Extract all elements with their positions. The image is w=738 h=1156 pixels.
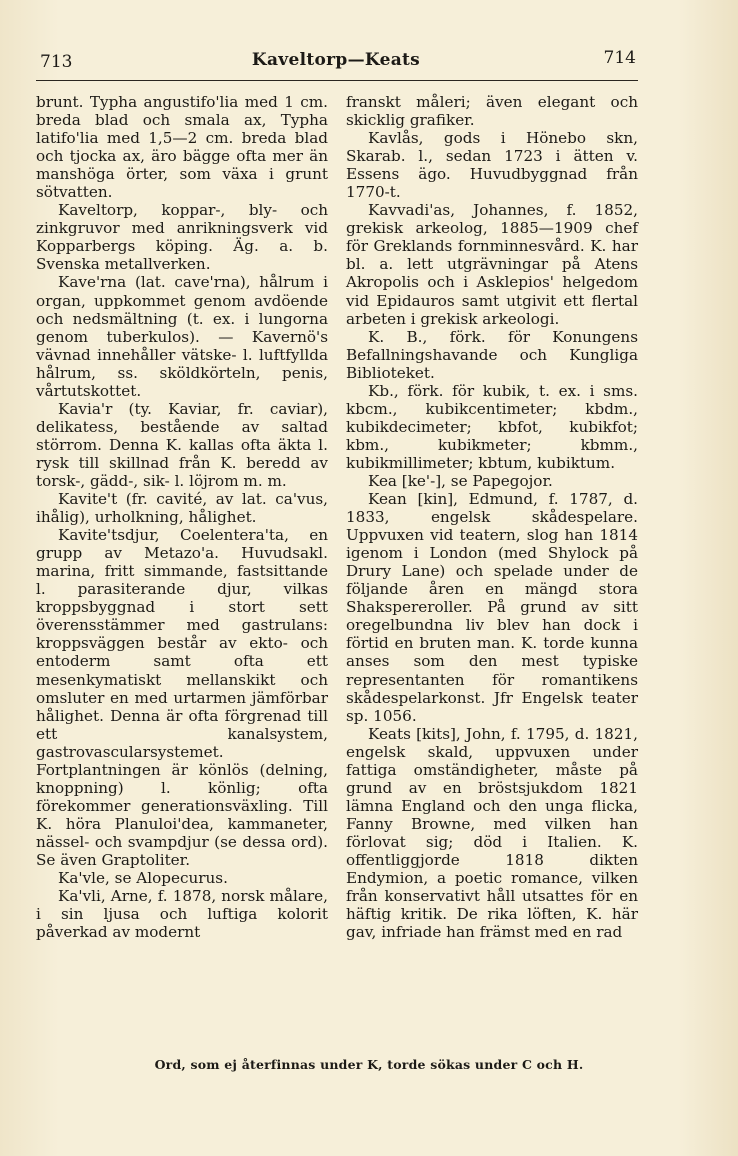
- entry-paragraph: Kean [kin], Edmund, f. 1787, d. 1833, engelsk skådespelare. Uppvuxen vid teatern, slog han 1814 igenom i London (med Shylock på Drury Lane) och spelade under de följande åren en mängd stora Shakspereroller. På grund av sitt oregelbundna liv blev han dock i förtid en bruten man. K. torde kunna anses som den mest typiske representanten för romantikens skådespelarkonst. Jfr Engelsk teater sp. 1056.: [346, 490, 638, 725]
- page-number-left: 713: [40, 52, 73, 72]
- entry-paragraph: Kavite'tsdjur, Coelentera'ta, en grupp av Metazo'a. Huvudsakl. marina, fritt simmande, fastsittande l. parasiterande djur, vilkas kroppsbyggnad i stort sett överensstämmer med gastrulans: kroppsväggen består av ekto- och entoderm samt ofta ett mesenkymatiskt mellanskikt och omsluter en med urtarmen jämförbar hålighet. Denna är ofta förgrenad till ett kanalsystem, gastrovascularsystemet. Fortplantningen är könlös (delning, knoppning) l. könlig; ofta förekommer generationsväxling. Till K. höra Planuloi'dea, kammaneter, nässel- och svampdjur (se dessa ord). Se även Graptoliter.: [36, 526, 328, 869]
- entry-paragraph: Kavvadi'as, Johannes, f. 1852, grekisk arkeolog, 1885—1909 chef för Greklands fornminnesvård. K. har bl. a. lett utgrävningar på Atens Akropolis och i Asklepios' helgedom vid Epidauros samt utgivit ett flertal arbeten i grekisk arkeologi.: [346, 201, 638, 328]
- header-rule: [36, 80, 638, 81]
- page-header: [36, 44, 636, 84]
- right-column: [346, 93, 638, 941]
- entry-paragraph: Ka'vle, se Alopecurus.: [58, 869, 228, 888]
- entry-paragraph: Kavite't (fr. cavité, av lat. ca'vus, ihålig), urholkning, hålighet.: [36, 490, 328, 527]
- entry-paragraph: Kavia'r (ty. Kaviar, fr. caviar), delikatess, bestående av saltad störrom. Denna K. kallas ofta äkta l. rysk till skillnad från K. beredd av torsk-, gädd-, sik- l. löjrom m. m.: [36, 399, 328, 490]
- left-column: [36, 93, 328, 941]
- entry-paragraph: Kave'rna (lat. cave'rna), hålrum i organ, uppkommet genom avdöende och nedsmältning (t. ex. i lungorna genom tuberkulos). — Kavernö's vävnad innehåller vätske- l. luftfyllda hålrum, ss. sköldkörteln, penis, vårtutskottet.: [36, 273, 328, 400]
- entry-paragraph: Kavlås, gods i Hönebo skn, Skarab. l., sedan 1723 i ätten v. Essens ägo. Huvudbyggnad från 1770-t.: [346, 129, 638, 202]
- entry-paragraph: Keats [kits], John, f. 1795, d. 1821, engelsk skald, uppvuxen under fattiga omständigheter, måste på grund av en bröstsjukdom 1821 lämna England och den unga flicka, Fanny Browne, med vilken han förlovat sig; död i Italien. K. offentliggjorde 1818 dikten Endymion, a poetic romance, vilken från konservativt håll utsattes för en häftig kritik. De rika löften, K. här gav, infriade han främst med en rad: [346, 724, 638, 942]
- entry-paragraph: Kea [ke'-], se Papegojor.: [368, 471, 553, 490]
- entry-paragraph: brunt. Typha angustifo'lia med 1 cm. breda blad och smala ax, Typha latifo'lia med 1,5—2 cm. breda blad och tjocka ax, äro bägge ofta mer än manshöga örter, som växa i grunt sötvatten.: [36, 93, 328, 202]
- page-number-right: 714: [603, 48, 636, 68]
- entry-paragraph: Kaveltorp, koppar-, bly- och zinkgruvor med anrikningsverk vid Kopparbergs köping. Äg. a. b. Svenska metallverken.: [36, 201, 328, 274]
- entry-paragraph: franskt måleri; även elegant och skicklig grafiker.: [346, 93, 638, 130]
- entry-paragraph: Ka'vli, Arne, f. 1878, norsk målare, i sin ljusa och luftiga kolorit påverkad av modernt: [36, 887, 328, 942]
- entry-paragraph: K. B., förk. för Konungens Befallningshavande och Kungliga Biblioteket.: [346, 327, 638, 382]
- running-title: Kaveltorp—Keats: [251, 50, 421, 70]
- entry-paragraph: Kb., förk. för kubik, t. ex. i sms. kbcm., kubikcentimeter; kbdm., kubikdecimeter; kbfot, kubikfot; kbm., kubikmeter; kbmm., kubikmillimeter; kbtum, kubiktum.: [346, 381, 638, 472]
- page-footer-note: Ord, som ej återfinnas under K, torde sökas under C och H.: [154, 1057, 584, 1072]
